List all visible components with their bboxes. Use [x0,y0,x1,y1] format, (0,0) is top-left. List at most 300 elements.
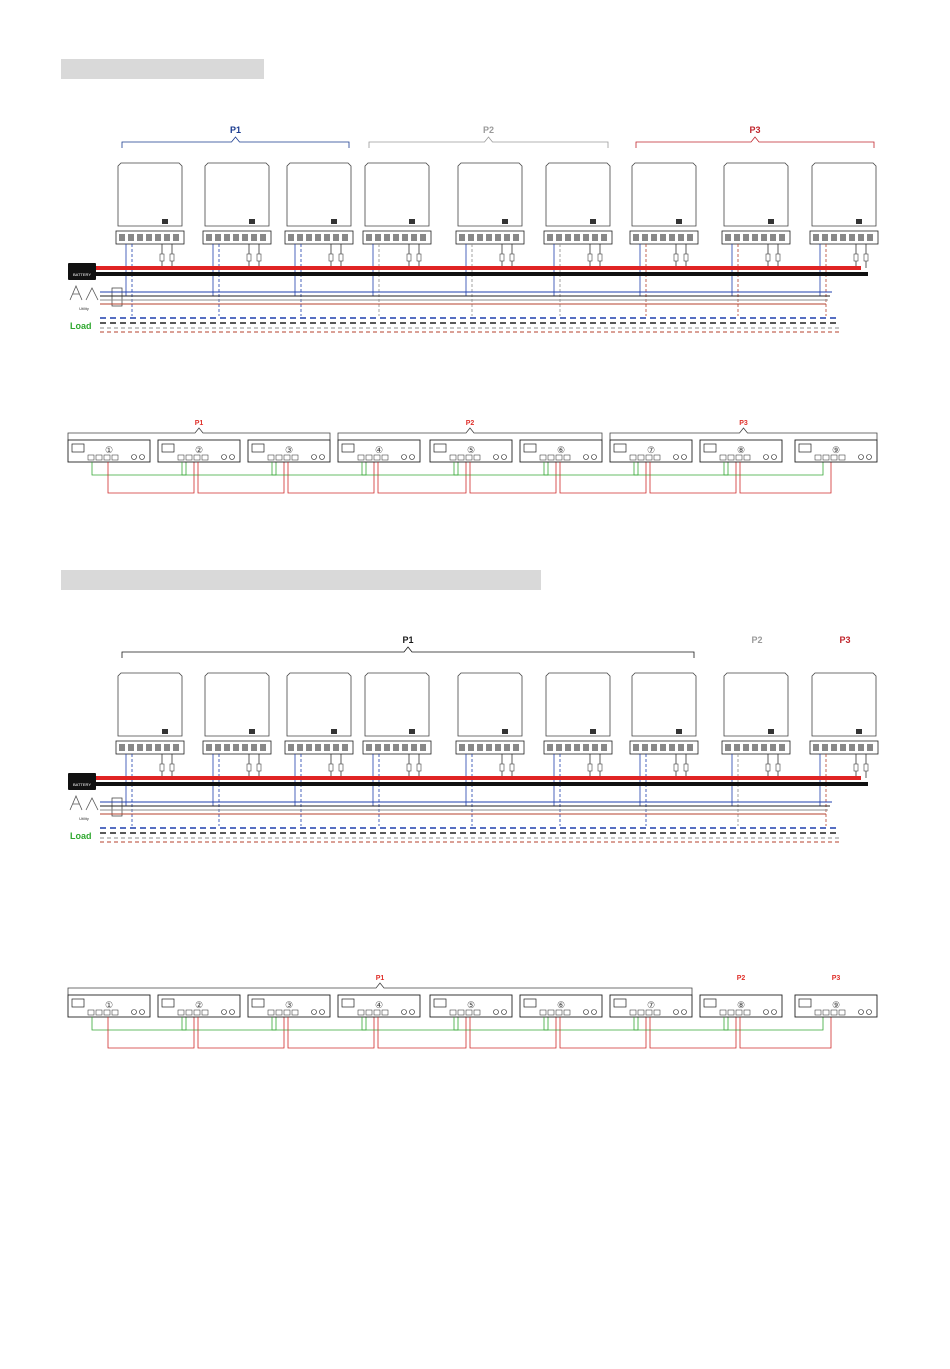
comm-port [839,455,845,460]
terminal [251,234,257,241]
battery-positive-bus [68,776,861,780]
comm-unit-number: ⑨ [831,1000,841,1010]
comm-port [736,1010,742,1015]
comm-cable-red [470,462,556,493]
comm-display [524,444,536,452]
group-label-1: P2 [751,635,763,645]
comm-port [458,455,464,460]
terminal [215,234,221,241]
comm-display [799,444,811,452]
terminal [384,744,390,751]
terminal [513,744,519,751]
fuse [407,764,411,771]
comm-unit [430,440,512,462]
comm-port [548,455,554,460]
fuse [339,764,343,771]
group-brace-0 [122,137,349,148]
fuse [407,254,411,261]
inverter-display [856,729,862,734]
comm-unit [520,440,602,462]
inverter-display [249,219,255,224]
comm-display [704,999,716,1007]
comm-group-label-0: P1 [375,975,385,982]
comm-port [556,1010,562,1015]
terminal [251,744,257,751]
comm-display [342,444,354,452]
comm-unit [338,995,420,1017]
comm-cable-green [272,462,366,475]
inverter-display [162,219,168,224]
comm-port [831,1010,837,1015]
inverter-body [724,163,788,226]
terminal [155,234,161,241]
fuse [674,764,678,771]
comm-port [382,455,388,460]
terminal [411,744,417,751]
comm-display [799,999,811,1007]
terminal [761,234,767,241]
comm-cable-red [288,462,374,493]
comm-unit [68,995,150,1017]
communication-diagram-2 [0,970,950,1070]
comm-display [162,999,174,1007]
comm-display [614,444,626,452]
terminal [743,744,749,751]
inverter-display [590,219,596,224]
inverter-body [458,673,522,736]
comm-port [548,1010,554,1015]
terminal [770,744,776,751]
terminal [206,744,212,751]
section-1-header [61,59,264,79]
section-2-header [61,570,541,590]
terminal [164,234,170,241]
terminal [402,234,408,241]
terminal [375,234,381,241]
battery-label: BATTERY [72,272,92,277]
comm-port [638,1010,644,1015]
comm-unit-number: ② [194,1000,204,1010]
inverter-unit [630,163,698,316]
fuse [247,764,251,771]
fuse [160,254,164,261]
terminal [224,744,230,751]
comm-port [720,1010,726,1015]
inverter-display [676,219,682,224]
inverter-display [768,219,774,224]
inverter-unit [810,163,878,316]
terminal [669,744,675,751]
fuse [257,764,261,771]
comm-unit-number: ③ [284,445,294,455]
terminal [215,744,221,751]
comm-cable-green [182,1017,276,1030]
inverter-unit [630,673,698,826]
comm-unit-number: ④ [374,445,384,455]
comm-port [564,455,570,460]
fuse [864,254,868,261]
load-label: Load [70,321,92,331]
comm-port [276,455,282,460]
group-brace-2 [636,137,874,148]
terminal [752,744,758,751]
terminal [393,744,399,751]
terminal [128,744,134,751]
terminal [173,744,179,751]
group-label-0: P1 [402,635,414,645]
comm-unit-number: ⑥ [556,445,566,455]
inverter-display [502,729,508,734]
terminal [288,744,294,751]
comm-port [564,1010,570,1015]
comm-cable-red [198,1017,284,1048]
fuse [766,254,770,261]
comm-port [458,1010,464,1015]
utility-tower-icon [70,796,98,810]
terminal [366,234,372,241]
comm-port [186,455,192,460]
inverter-display [856,219,862,224]
comm-unit [610,440,692,462]
terminal [822,744,828,751]
comm-port [88,1010,94,1015]
fuse [417,254,421,261]
fuse [776,764,780,771]
terminal [867,234,873,241]
comm-port [540,1010,546,1015]
terminal [592,234,598,241]
terminal [565,234,571,241]
terminal [669,234,675,241]
inverter-body [287,673,351,736]
comm-port [630,455,636,460]
comm-group-brace-0 [68,983,692,995]
comm-display [252,444,264,452]
terminal [324,234,330,241]
comm-unit-number: ⑧ [736,1000,746,1010]
inverter-body [365,163,429,226]
inverter-body [632,673,696,736]
load-label: Load [70,831,92,841]
comm-port [382,1010,388,1015]
fuse [674,254,678,261]
fuse [854,254,858,261]
group-brace-0 [122,647,694,658]
terminal [642,744,648,751]
comm-cable-green [724,462,823,475]
terminal [468,744,474,751]
terminal [547,744,553,751]
fuse [329,764,333,771]
comm-group-brace-2 [610,428,877,440]
comm-port [178,1010,184,1015]
inverter-display [249,729,255,734]
battery-positive-bus [68,266,861,270]
fuse [598,254,602,261]
group-label-0: P1 [229,125,242,135]
terminal [678,234,684,241]
section-2-wiring [0,628,950,858]
comm-port [728,455,734,460]
terminal [642,234,648,241]
inverter-body [546,673,610,736]
terminal [678,744,684,751]
comm-display [72,444,84,452]
comm-port [366,1010,372,1015]
comm-unit-number: ③ [284,1000,294,1010]
battery-negative-bus [68,782,868,786]
terminal [495,234,501,241]
fuse [170,764,174,771]
comm-port [104,1010,110,1015]
terminal [601,744,607,751]
inverter-body [365,673,429,736]
inverter-unit [722,673,790,826]
comm-unit [158,440,240,462]
comm-unit [700,995,782,1017]
terminal [651,234,657,241]
terminal [468,234,474,241]
terminal [513,234,519,241]
inverter-unit [363,673,431,826]
inverter-display [676,729,682,734]
comm-display [434,999,446,1007]
comm-port [358,1010,364,1015]
comm-cable-green [182,462,276,475]
fuse [864,764,868,771]
comm-port [466,455,472,460]
terminal [840,234,846,241]
comm-port [112,455,118,460]
terminal [137,744,143,751]
comm-group-label-2: P3 [831,975,841,982]
terminal [420,744,426,751]
comm-unit [520,995,602,1017]
comm-port [194,455,200,460]
comm-unit [795,995,877,1017]
group-label-2: P3 [749,125,761,135]
terminal [743,234,749,241]
fuse [500,254,504,261]
comm-display [434,444,446,452]
comm-unit-number: ⑦ [646,1000,656,1010]
terminal [660,234,666,241]
fuse [684,764,688,771]
terminal [306,234,312,241]
terminal [242,234,248,241]
terminal [306,744,312,751]
terminal [574,744,580,751]
comm-cable-red [288,1017,374,1048]
terminal [233,744,239,751]
inverter-body [287,163,351,226]
terminal [734,744,740,751]
comm-port [268,1010,274,1015]
terminal [260,744,266,751]
comm-port [358,455,364,460]
comm-unit-number: ① [104,445,114,455]
inverter-body [205,163,269,226]
fuse [510,254,514,261]
comm-port [292,455,298,460]
inverter-display [162,729,168,734]
fuse [854,764,858,771]
terminal [375,744,381,751]
comm-cable-red [650,462,736,493]
terminal [556,234,562,241]
fuse [417,764,421,771]
section-1-wiring [0,118,950,348]
terminal [831,744,837,751]
fuse [257,254,261,261]
fuse [510,764,514,771]
terminal [155,744,161,751]
comm-cable-red [650,1017,736,1048]
terminal [547,234,553,241]
comm-cable-red [740,462,831,493]
terminal [206,234,212,241]
comm-port [186,1010,192,1015]
terminal [459,744,465,751]
comm-port [744,455,750,460]
terminal [813,234,819,241]
comm-display [252,999,264,1007]
comm-port [831,455,837,460]
terminal [495,744,501,751]
comm-unit [248,440,330,462]
group-label-2: P3 [839,635,851,645]
comm-port [654,455,660,460]
comm-port [276,1010,282,1015]
inverter-display [331,219,337,224]
fuse [598,764,602,771]
group-label-1: P2 [482,125,495,135]
terminal [119,234,125,241]
utility-label: Utility [79,816,89,821]
wiring-diagram-2 [0,628,950,858]
comm-port [744,1010,750,1015]
comm-unit [795,440,877,462]
inverter-body [118,163,182,226]
terminal [592,744,598,751]
terminal [583,234,589,241]
comm-port [366,455,372,460]
comm-cable-red [378,1017,466,1048]
comm-unit-number: ④ [374,1000,384,1010]
comm-port [450,455,456,460]
comm-port [178,455,184,460]
comm-cable-red [560,462,646,493]
comm-port [823,455,829,460]
comm-cable-green [92,1017,186,1030]
inverter-unit [544,163,612,316]
terminal [867,744,873,751]
comm-unit-number: ⑨ [831,445,841,455]
comm-cable-red [108,462,194,493]
comm-group-brace-0 [68,428,330,440]
terminal [242,744,248,751]
comm-port [374,1010,380,1015]
terminal [840,744,846,751]
terminal [779,234,785,241]
comm-unit-number: ⑧ [736,445,746,455]
comm-group-label-1: P2 [736,975,746,982]
utility-breaker [112,798,122,816]
comm-display [72,999,84,1007]
inverter-unit [116,673,184,826]
comm-port [284,455,290,460]
comm-unit-number: ⑥ [556,1000,566,1010]
comm-port [654,1010,660,1015]
comm-unit [248,995,330,1017]
comm-unit [610,995,692,1017]
terminal [725,744,731,751]
terminal [633,744,639,751]
terminal [393,234,399,241]
terminal [477,744,483,751]
comm-port [720,455,726,460]
inverter-unit [203,673,271,826]
terminal [260,234,266,241]
comm-cable-green [362,462,458,475]
inverter-unit [456,673,524,826]
comm-port [374,455,380,460]
fuse [170,254,174,261]
terminal [224,234,230,241]
comm-cable-green [362,1017,458,1030]
terminal [324,744,330,751]
comm-display [524,999,536,1007]
comm-port [736,455,742,460]
inverter-unit [116,163,184,316]
comm-port [96,455,102,460]
comm-port [815,1010,821,1015]
inverter-body [458,163,522,226]
fuse [329,254,333,261]
comm-cable-green [454,1017,548,1030]
terminal [333,234,339,241]
terminal [315,744,321,751]
terminal [297,234,303,241]
battery-label: BATTERY [72,782,92,787]
terminal [119,744,125,751]
comm-port [638,455,644,460]
comm-port [202,455,208,460]
terminal [297,744,303,751]
comm-port [646,1010,652,1015]
comm-port [474,455,480,460]
comm-port [540,455,546,460]
comm-unit [700,440,782,462]
terminal [402,744,408,751]
comm-port [839,1010,845,1015]
fuse [339,254,343,261]
terminal [565,744,571,751]
fuse [684,254,688,261]
terminal [315,234,321,241]
comm-cable-green [634,1017,728,1030]
inverter-unit [285,163,353,316]
terminal [687,744,693,751]
inverter-body [812,673,876,736]
comm-unit-number: ⑤ [466,445,476,455]
terminal [333,744,339,751]
comm-cable-green [544,462,638,475]
fuse [766,764,770,771]
fuse [247,254,251,261]
inverter-display [409,219,415,224]
terminal [366,744,372,751]
